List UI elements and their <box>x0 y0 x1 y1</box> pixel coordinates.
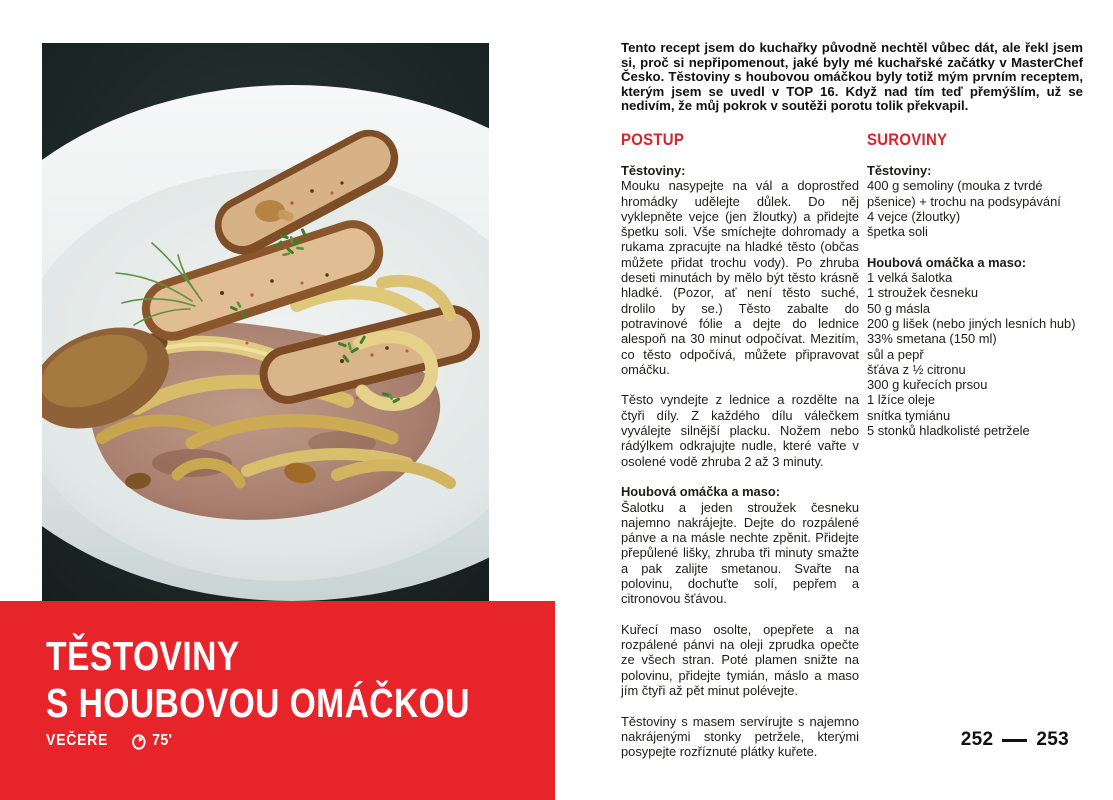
ingredient-item: 5 stonků hladkolisté petržele <box>867 423 1030 439</box>
recipe-meta <box>46 732 172 750</box>
recipe-columns <box>621 130 1083 760</box>
method-paragraph: Šalotku a jeden stroužek česneku najemno nakrájejte. Dejte do rozpálené pánve a na másle nechte zpěnit. Přidejte přepůlené lišky, zhruba tři minuty smažte a pak zalijte smetanou. Svařte na polovinu, dochuťte solí, pepřem a citronovou šťávou. <box>621 499 859 607</box>
ingredients-group-title: Houbová omáčka a maso: <box>867 254 1027 270</box>
recipe-title <box>46 633 470 727</box>
method-section-title: Houbová omáčka a maso: <box>621 484 781 500</box>
pasta-dish-illustration <box>42 43 489 601</box>
recipe-text-area <box>621 41 1083 760</box>
method-paragraph: Mouku nasypejte na vál a doprostřed hromádky udělejte důlek. Do něj vyklepněte vejce (jen žloutky) a přidejte špetku soli. Vše smíchejte dohromady a rukama zpracujte na hladké těsto (občas můžete přidat trochu vody). Po zhruba deseti minutách by mělo být těsto krásně hladké. (Pozor, ať není těsto suché, drolilo by se.) Těsto zabalte do potravinové fólie a dejte do lednice alespoň na 30 minut odpočívat. Mezitím, co těsto odpočívá, můžete připravovat omáčku. <box>621 178 859 377</box>
ingredient-item: 33% smetana (150 ml) <box>867 331 997 347</box>
ingredient-item: šťáva z ½ citronu <box>867 361 966 377</box>
ingredient-item: 400 g semoliny (mouka z tvrdé pšenice) + trochu na podsypávání <box>867 178 1061 209</box>
meal-category-label: VEČEŘE <box>46 732 109 749</box>
ingredient-item: sůl a pepř <box>867 346 924 362</box>
method-paragraph: Těsto vyndejte z lednice a rozdělte na čtyři díly. Z každého dílu válečkem vyválejte silnější placku. Nožem nebo rádýlkem odkrajujte nudle, které vařte v osolené vodě zhruba 2 až 3 minuty. <box>621 392 859 469</box>
ingredient-item: 300 g kuřecích prsou <box>867 377 988 393</box>
method-heading: POSTUP <box>621 129 685 149</box>
clock-icon <box>131 733 146 750</box>
recipe-title-banner <box>0 601 555 800</box>
page-number-separator <box>1002 739 1027 742</box>
ingredient-item: 200 g lišek (nebo jiných lesních hub) <box>867 315 1076 331</box>
recipe-photo <box>42 43 489 601</box>
ingredient-item: 1 velká šalotka <box>867 270 953 286</box>
ingredient-item: 1 lžíce oleje <box>867 392 936 408</box>
intro-paragraph: Tento recept jsem do kuchařky původně nechtěl vůbec dát, ale řekl jsem si, proč si nepřipomenout, jaké byly mé kuchařské začátky v MasterChef Česko. Těstoviny s houbovou omáčkou byly totiž mým prvním receptem, kterým jsem se uvedl v TOP 16. Když nad tím teď přemýšlím, už se nedivím, že můj pokrok v soutěži porotu tolik překvapil. <box>621 40 1083 114</box>
ingredients-group-title: Těstoviny: <box>867 162 932 178</box>
method-section-title: Těstoviny: <box>621 162 686 178</box>
ingredients-heading: SUROVINY <box>867 129 948 149</box>
recipe-title-line1: TĚSTOVINY <box>46 633 240 679</box>
ingredient-item: snítka tymiánu <box>867 407 951 423</box>
ingredients-column <box>867 130 1083 760</box>
ingredient-item: 4 vejce (žloutky) <box>867 208 961 224</box>
page-number-left: 252 <box>960 729 994 750</box>
method-column <box>621 130 859 760</box>
ingredient-item: 50 g másla <box>867 300 931 316</box>
page-number-right: 253 <box>1036 729 1069 750</box>
cook-time-label: 75' <box>152 732 173 749</box>
ingredient-item: špetka soli <box>867 224 928 240</box>
ingredient-item: 1 stroužek česneku <box>867 285 979 301</box>
method-paragraph: Kuřecí maso osolte, opepřete a na rozpálené pánvi na oleji zprudka opečte ze všech stran. Poté plamen snižte na polovinu, přidejte tymián, máslo a maso jím čtyři až pět minut polévejte. <box>621 621 859 699</box>
recipe-title-line2: S HOUBOVOU OMÁČKOU <box>46 680 470 726</box>
page-numbers <box>961 729 1069 751</box>
method-paragraph: Těstoviny s masem servírujte s najemno nakrájenými stonky petržele, kterými posypejte rozříznuté plátky kuřete. <box>621 713 859 760</box>
